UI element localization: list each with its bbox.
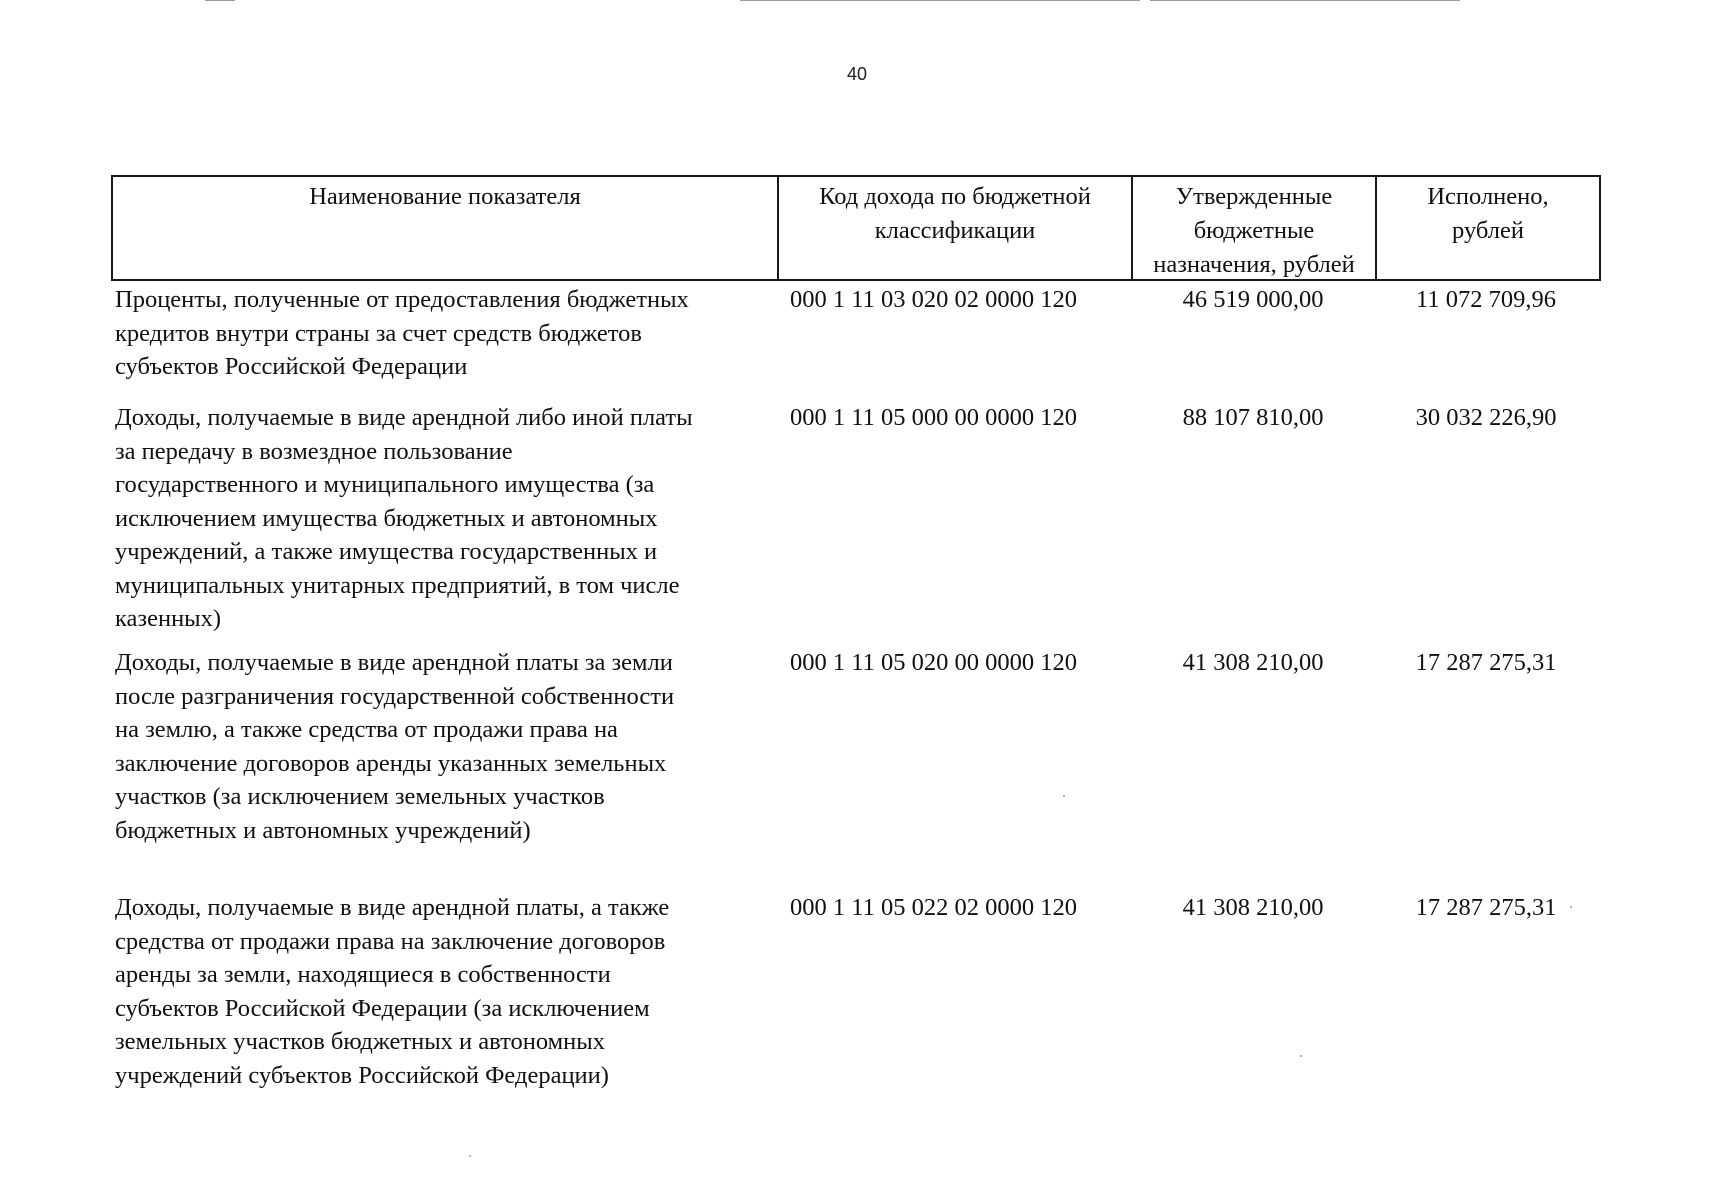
- executed-amount: 11 072 709,96: [1416, 286, 1556, 313]
- executed-amount: 17 287 275,31: [1415, 894, 1557, 921]
- indicator-name-line: субъектов Российской Федерации: [115, 353, 468, 380]
- indicator-name-line: кредитов внутри страны за счет средств бюджетов: [115, 319, 642, 347]
- indicator-name-line: учреждений, а также имущества государственных и: [115, 538, 658, 565]
- indicator-name-line: бюджетных и автономных учреждений): [115, 816, 531, 844]
- indicator-name-line: за передачу в возмездное пользование: [115, 437, 513, 465]
- income-code: 000 1 11 05 020 00 0000 120: [790, 649, 1077, 676]
- indicator-name: [115, 401, 783, 636]
- indicator-name-line: аренды за земли, находящиеся в собственности: [115, 961, 611, 988]
- indicator-name-line: Доходы, получаемые в виде арендной либо иной платы: [115, 404, 693, 431]
- indicator-name-line: муниципальных унитарных предприятий, в том числе: [115, 571, 680, 599]
- indicator-name-line: учреждений субъектов Российской Федерации): [115, 1061, 609, 1089]
- executed-amount: 17 287 275,31: [1415, 649, 1557, 676]
- indicator-name-line: государственного и муниципального имущества (за: [115, 471, 655, 498]
- scan-speck: [1300, 1055, 1302, 1057]
- header-line: назначения, рублей: [1153, 251, 1355, 278]
- indicator-name-line: субъектов Российской Федерации (за исключением: [115, 994, 650, 1022]
- indicator-name: [115, 646, 783, 847]
- income-code: 000 1 11 03 020 02 0000 120: [790, 286, 1077, 313]
- income-code: 000 1 11 05 022 02 0000 120: [790, 894, 1077, 921]
- header-executed: [1377, 177, 1599, 279]
- scan-speck: [469, 1155, 471, 1157]
- header-income-code: [779, 177, 1133, 279]
- approved-amount: 41 308 210,00: [1182, 894, 1324, 921]
- indicator-name-line: исключением имущества бюджетных и автономных: [115, 504, 658, 532]
- approved-amount: 46 519 000,00: [1182, 286, 1324, 313]
- header-approved-budget: [1133, 177, 1377, 279]
- indicator-name-line: казенных): [115, 605, 222, 632]
- indicator-name-line: средства от продажи права на заключение договоров: [115, 927, 666, 955]
- income-code: 000 1 11 05 000 00 0000 120: [790, 404, 1077, 431]
- scan-artifact-line: [205, 0, 235, 1]
- indicator-name-line: на землю, а также средства от продажи права на: [115, 716, 618, 743]
- header-line: Код дохода по бюджетной: [819, 183, 1091, 210]
- header-line: рублей: [1452, 217, 1524, 244]
- page-number: 40: [846, 64, 868, 84]
- indicator-name-line: земельных участков бюджетных и автономных: [115, 1028, 605, 1055]
- indicator-name: [115, 283, 783, 384]
- approved-amount: 41 308 210,00: [1182, 649, 1324, 676]
- header-line: Исполнено,: [1427, 183, 1549, 210]
- approved-amount: 88 107 810,00: [1182, 404, 1324, 431]
- header-line: бюджетные: [1193, 217, 1315, 244]
- indicator-name-line: Проценты, полученные от предоставления бюджетных: [115, 286, 689, 313]
- indicator-name-line: заключение договоров аренды указанных земельных: [115, 749, 667, 777]
- header-line: классификации: [874, 217, 1036, 244]
- indicator-name-line: Доходы, получаемые в виде арендной платы, а также: [115, 894, 670, 921]
- indicator-name: [115, 891, 783, 1092]
- scan-artifact-line: [1150, 0, 1460, 1]
- indicator-name-line: участков (за исключением земельных участков: [115, 783, 605, 810]
- scan-speck: [1063, 795, 1065, 797]
- indicator-name-line: Доходы, получаемые в виде арендной платы за земли: [115, 649, 673, 676]
- header-indicator-name: [113, 177, 779, 279]
- scan-artifact-line: [740, 0, 1140, 1]
- executed-amount: 30 032 226,90: [1415, 404, 1557, 431]
- table-header: [111, 175, 1601, 281]
- indicator-name-line: после разграничения государственной собственности: [115, 682, 675, 710]
- header-line: Наименование показателя: [309, 183, 581, 210]
- header-line: Утвержденные: [1175, 183, 1333, 210]
